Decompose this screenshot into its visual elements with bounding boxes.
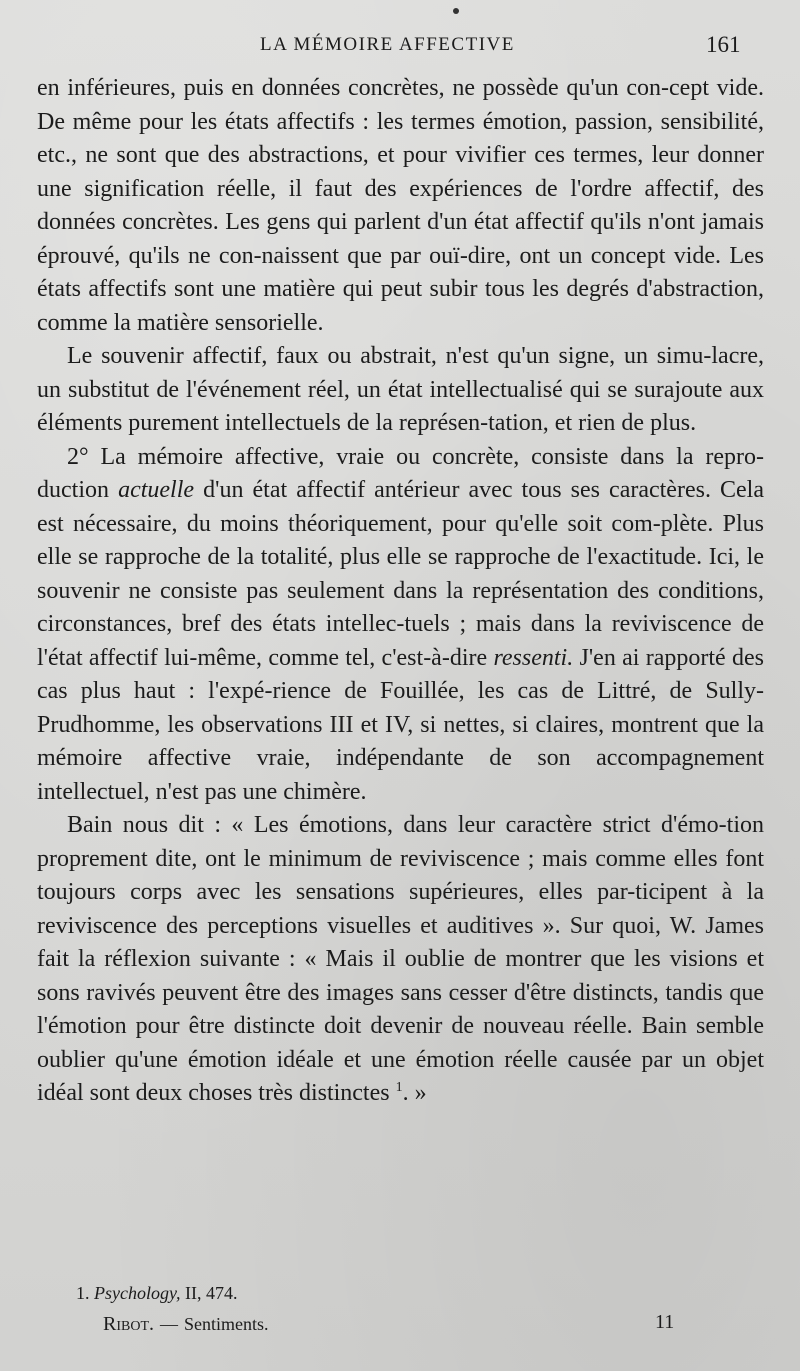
paragraph-3 [37, 441, 764, 810]
paragraph-3-part-b: d'un état affectif antérieur avec tous ses caractères. Cela est nécessaire, du moins théoriquement, pour qu'elle soit com-plète. Plus elle se rapproche de la totalité, plus elle se rapproche de l'exactitude. Ici, le souvenir ne consiste pas seulement dans la représentation des conditions, circonstances, bref des états intellec-tuels ; mais dans la reviviscence de l'état affectif lui-même, comme tel, c'est-à-dire [37, 477, 764, 671]
paragraph-2: Le souvenir affectif, faux ou abstrait, n'est qu'un signe, un simu-lacre, un substitut de l'événement réel, un état intellectualisé qui se surajoute aux éléments purement intellectuels de la représen-tation, et rien de plus. [37, 343, 764, 436]
paragraph-1: en inférieures, puis en données concrètes, ne possède qu'un con-cept vide. De même pour les états affectifs : les termes émotion, passion, sensibilité, etc., ne sont que des abstractions, et pour vivifier ces termes, leur donner une signification réelle, il faut des expériences de l'ordre affectif, des données concrètes. Les gens qui parlent d'un état affectif qu'ils n'ont jamais éprouvé, qu'ils ne con-naissent que par ouï-dire, ont un concept vide. Les états affectifs sont une matière qui peut subir tous les degrés d'abstraction, comme la matière sensorielle. [37, 75, 764, 336]
signature-dash: — [160, 1314, 179, 1334]
signature-work: Sentiments. [184, 1314, 269, 1334]
footnote-title: Psychology, [94, 1283, 181, 1303]
footnote-marker: 1. [76, 1283, 90, 1303]
emphasis-ressenti: ressenti. [493, 644, 574, 671]
paragraph-3-part-c: J'en ai rapporté des cas plus haut : l'expé-rience de Fouillée, les cas de Littré, de Sully-Prudhomme, les observations III et IV, si nettes, si claires, montrent que la mémoire affective vraie, indépendante de son accompagnement intellectuel, n'est pas une chimère. [37, 644, 764, 805]
signature-sheet-number: 11 [655, 1311, 675, 1333]
paragraph-3-part-a: 2° La mémoire affective, vraie ou concrète, consiste dans la repro-duction [37, 443, 764, 503]
paragraph-4-part-a: Bain nous dit : « Les émotions, dans leur caractère strict d'émo-tion proprement dite, ont le minimum de reviviscence ; mais comme elles font toujours corps avec les sensations supérieures, elles par-ticipent à la reviviscence des perceptions visuelles et auditives ». Sur quoi, W. James fait la réflexion suivante : « Mais il oublie de montrer que les visions et sons ravivés peuvent être des images sans cesser d'être distincts, tandis que l'émotion pour être distincte doit devenir de nouveau réelle. Bain semble oublier qu'une émotion idéale et une émotion réelle causée par un objet idéal sont deux choses très distinctes [37, 812, 764, 1106]
ink-dot [453, 8, 459, 14]
signature-author: Ribot. [103, 1313, 155, 1335]
running-head: LA MÉMOIRE AFFECTIVE [260, 34, 515, 55]
footnote-reference: 1 [395, 1080, 403, 1095]
paragraph-4-part-b: . » [402, 1080, 427, 1106]
footnote [76, 1283, 237, 1304]
paragraph-4 [37, 809, 764, 1111]
emphasis-actuelle: actuelle [118, 477, 195, 503]
footnote-ref: II, 474. [184, 1283, 238, 1303]
printer-signature [103, 1313, 269, 1336]
body-text [37, 72, 764, 1111]
page-number: 161 [706, 32, 741, 57]
